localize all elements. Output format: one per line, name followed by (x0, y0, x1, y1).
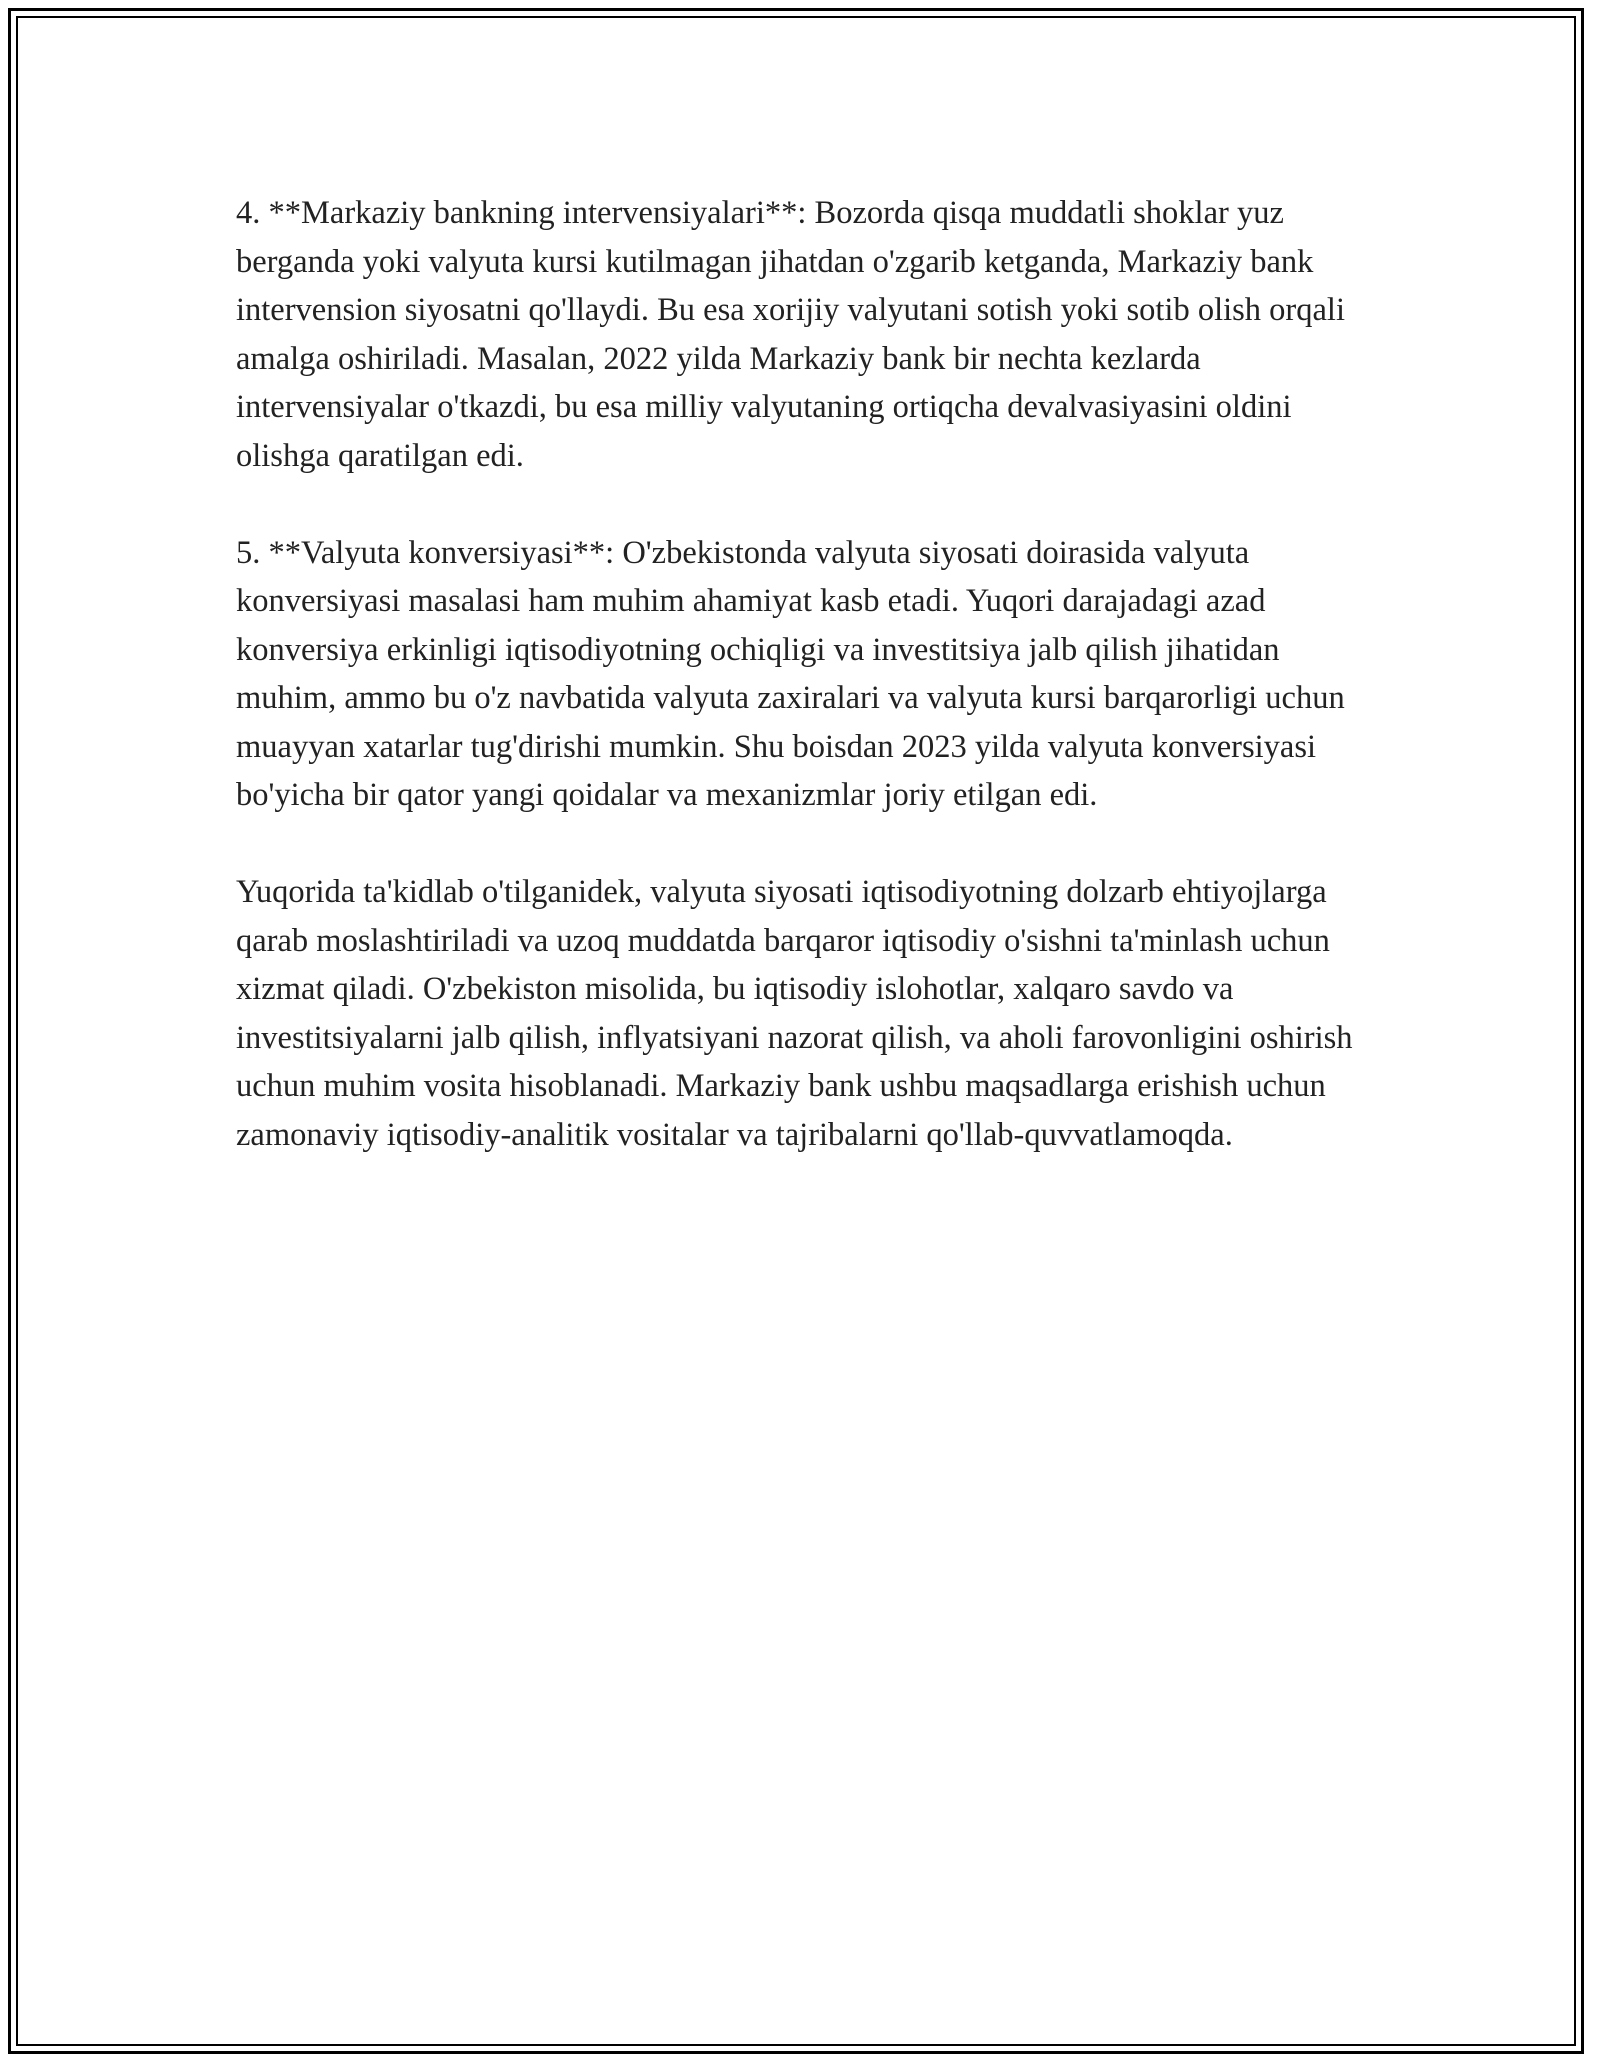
document-body (236, 189, 1366, 1159)
paragraph-currency-conversion: 5. **Valyuta konversiyasi**: O'zbekistonda valyuta siyosati doirasida valyuta konversiyasi masalasi ham muhim ahamiyat kasb etadi. Yuqori darajadagi azad konversiya erkinligi iqtisodiyotning ochiqligi va investitsiya jalb qilish jihatidan muhim, ammo bu o'z navbatida valyuta zaxiralari va valyuta kursi barqarorligi uchun muayyan xatarlar tug'dirishi mumkin. Shu boisdan 2023 yilda valyuta konversiyasi bo'yicha bir qator yangi qoidalar va mexanizmlar joriy etilgan edi. (236, 534, 1345, 813)
paragraph-conclusion: Yuqorida ta'kidlab o'tilganidek, valyuta siyosati iqtisodiyotning dolzarb ehtiyojlarga qarab moslashtiriladi va uzoq muddatda barqaror iqtisodiy o'sishni ta'minlash uchun xizmat qiladi. O'zbekiston misolida, bu iqtisodiy islohotlar, xalqaro savdo va investitsiyalarni jalb qilish, inflyatsiyani nazorat qilish, va aholi farovonligini oshirish uchun muhim vosita hisoblanadi. Markaziy bank ushbu maqsadlarga erishish uchun zamonaviy iqtisodiy-analitik vositalar va tajribalarni qo'llab-quvvatlamoqda. (236, 874, 1353, 1153)
paragraph-central-bank-interventions: 4. **Markaziy bankning intervensiyalari**: Bozorda qisqa muddatli shoklar yuz berganda yoki valyuta kursi kutilmagan jihatdan o'zgarib ketganda, Markaziy bank intervension siyosatni qo'llaydi. Bu esa xorijiy valyutani sotish yoki sotib olish orqali amalga oshiriladi. Masalan, 2022 yilda Markaziy bank bir nechta kezlarda intervensiyalar o'tkazdi, bu esa milliy valyutaning ortiqcha devalvasiyasini oldini olishga qaratilgan edi. (236, 195, 1345, 474)
